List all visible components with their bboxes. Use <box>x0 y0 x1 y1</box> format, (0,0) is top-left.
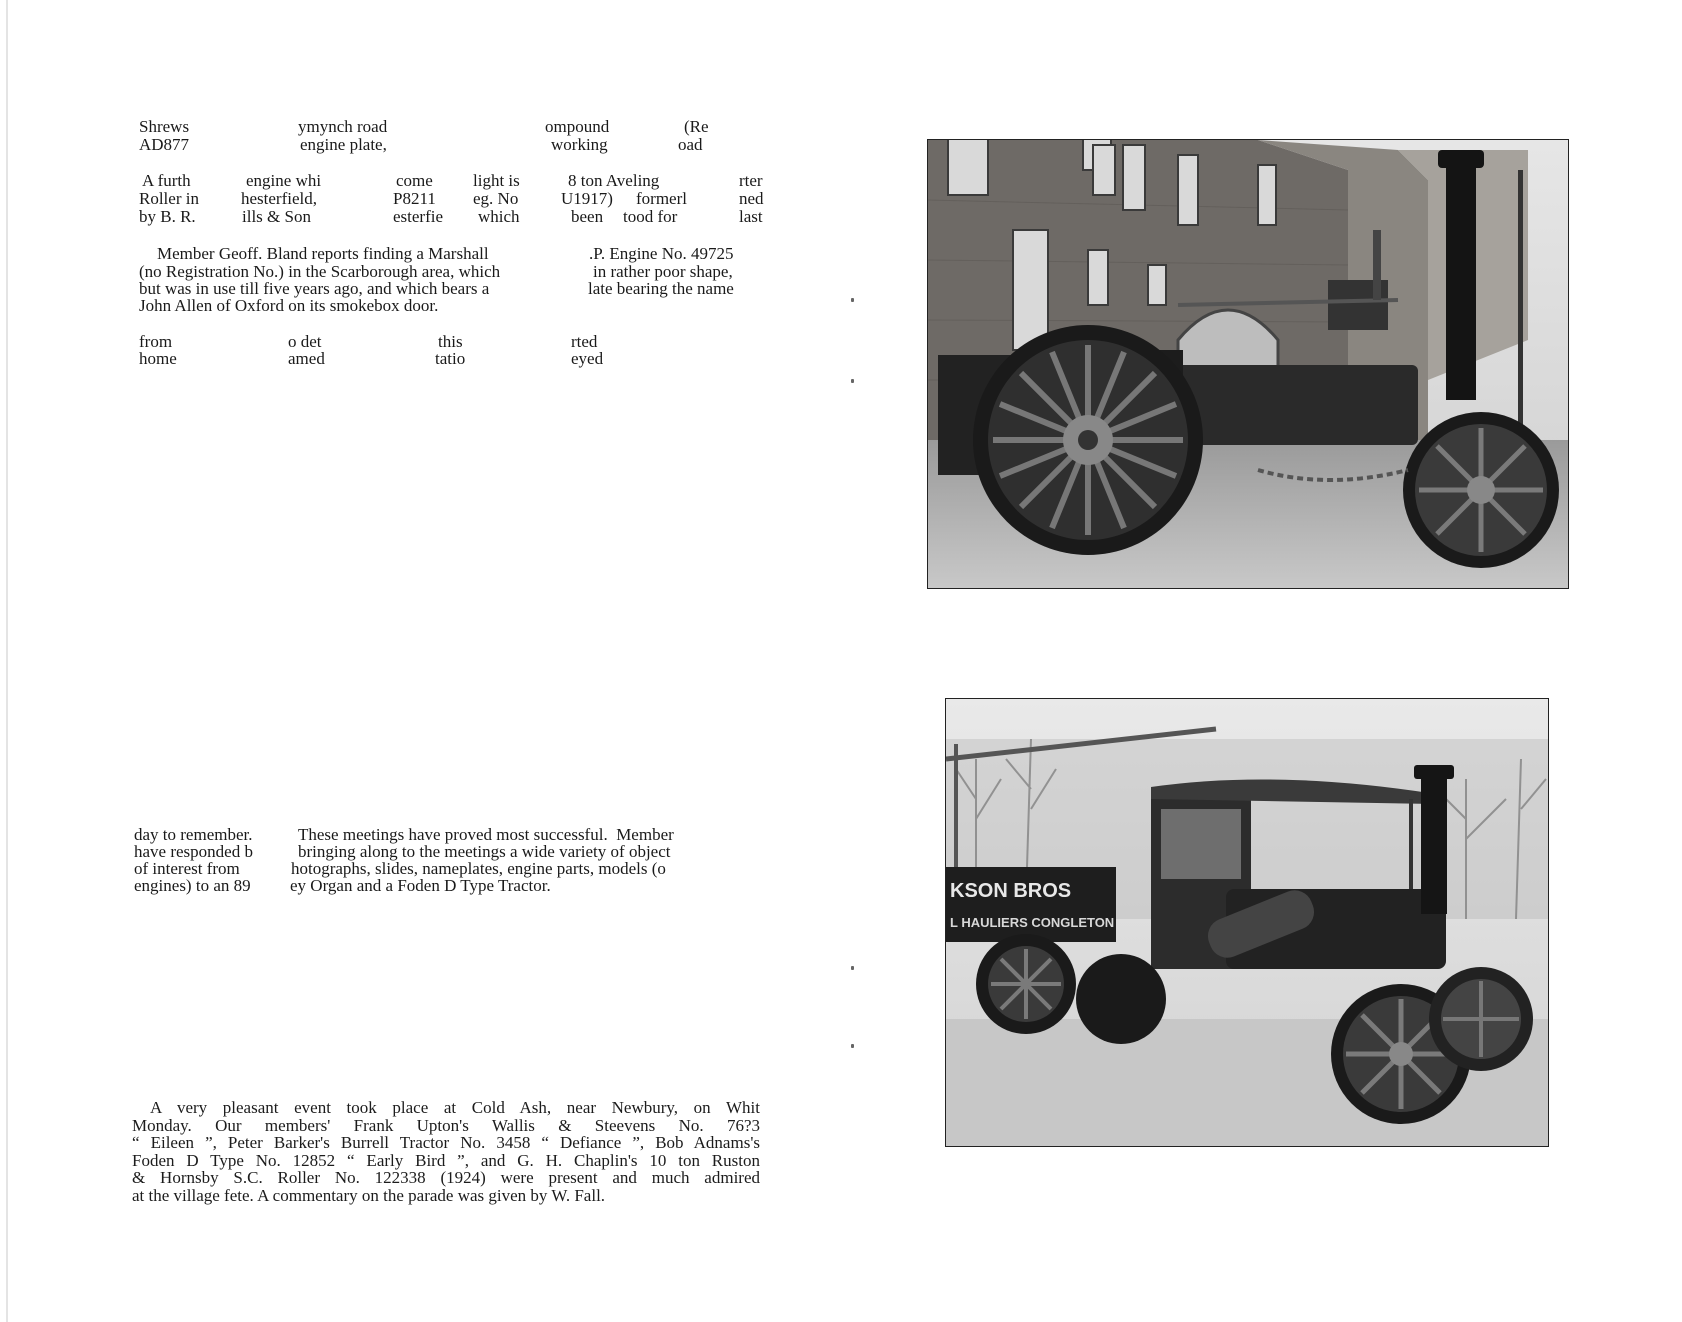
fragment: amed <box>288 349 325 368</box>
text-line: but was in use till five years ago, and which bears a <box>139 279 490 298</box>
fragment: working <box>551 135 608 154</box>
fragment: tatio <box>435 349 466 368</box>
text-line: have responded b <box>134 842 253 861</box>
scan-mark <box>851 379 854 383</box>
fragment: formerl <box>636 189 687 208</box>
fragment: engine whi <box>246 171 322 190</box>
text-line: Member Geoff. Bland reports finding a Marshall <box>157 244 489 263</box>
fragment: oad <box>678 135 703 154</box>
text-line: & Hornsby S.C. Roller No. 122338 (1924) were present and much admired <box>132 1168 760 1187</box>
fragment: Shrews <box>139 117 190 136</box>
text-line: at the village fete. A commentary on the parade was given by W. Fall. <box>132 1185 606 1205</box>
fragment: A furth <box>142 171 191 190</box>
fragment: Roller in <box>139 189 199 208</box>
fragment: rter <box>739 171 763 190</box>
fragment: eg. No <box>473 189 519 208</box>
fragment: been <box>571 207 604 226</box>
fragment: come <box>396 171 433 190</box>
fragment: tood for <box>623 207 678 226</box>
sign-line-2: L HAULIERS CONGLETON <box>950 915 1115 930</box>
text-line: .P. Engine No. 49725 <box>589 244 734 263</box>
text-line: hotographs, slides, nameplates, engine parts, models (o <box>291 859 666 878</box>
steam-tractor-photo <box>945 698 1549 1147</box>
fragment: esterfie <box>393 207 444 226</box>
scan-mark <box>851 298 854 302</box>
steam-tractor-image <box>946 699 1548 1146</box>
fragment: last <box>739 207 763 226</box>
text-line: (no Registration No.) in the Scarborough area, which <box>139 262 501 281</box>
text-line: engines) to an 89 <box>134 876 251 895</box>
fragment: ills & Son <box>242 207 311 226</box>
fragment: from <box>139 332 173 351</box>
fragment: rted <box>571 332 598 351</box>
text-line: ey Organ and a Foden D Type Tractor. <box>290 876 551 895</box>
text-line: “ Eileen ”, Peter Barker's Burrell Tractor No. 3458 “ Defiance ”, Bob Adnams's <box>132 1133 760 1152</box>
text-line: bringing along to the meetings a wide variety of object <box>298 842 671 861</box>
fragment: 8 ton Aveling <box>568 171 660 190</box>
page-edge <box>6 0 8 1322</box>
fragment: P8211 <box>393 189 436 208</box>
traction-engine-photo <box>927 139 1569 589</box>
text-line: John Allen of Oxford on its smokebox door. <box>139 296 439 315</box>
fragment: this <box>438 332 463 351</box>
fragment: engine plate, <box>300 135 387 154</box>
text-line: These meetings have proved most successful. Member <box>298 825 674 844</box>
text-line: late bearing the name <box>588 279 734 298</box>
fragment: (Re <box>684 117 709 136</box>
fragment: eyed <box>571 349 604 368</box>
cold-ash-paragraph <box>132 1099 760 1204</box>
fragment: ymynch road <box>298 117 388 136</box>
fragment: ompound <box>545 117 610 136</box>
text-line: Monday. Our members' Frank Upton's Wallis & Steevens No. 76?3 <box>132 1115 760 1135</box>
fragment: home <box>139 349 177 368</box>
scan-mark <box>851 966 854 970</box>
text-line: Foden D Type No. 12852 “ Early Bird ”, and G. H. Chaplin's 10 ton Ruston <box>132 1150 760 1170</box>
fragment: U1917) <box>561 189 613 208</box>
text-line: day to remember. <box>134 825 253 844</box>
fragment: light is <box>473 171 520 190</box>
fragment: o det <box>288 332 322 351</box>
fragment: by B. R. <box>139 207 196 226</box>
fragment: hesterfield, <box>241 189 317 208</box>
traction-engine-image <box>928 140 1568 588</box>
fragment: AD877 <box>139 135 190 154</box>
fragment: ned <box>739 189 764 208</box>
scan-mark <box>851 1044 854 1048</box>
fragment: which <box>478 207 520 226</box>
sign-line-1: KSON BROS <box>950 880 1072 902</box>
text-line: A very pleasant event took place at Cold Ash, near Newbury, on Whit <box>150 1098 760 1117</box>
text-line: of interest from <box>134 859 240 878</box>
text-line: in rather poor shape, <box>593 262 733 281</box>
